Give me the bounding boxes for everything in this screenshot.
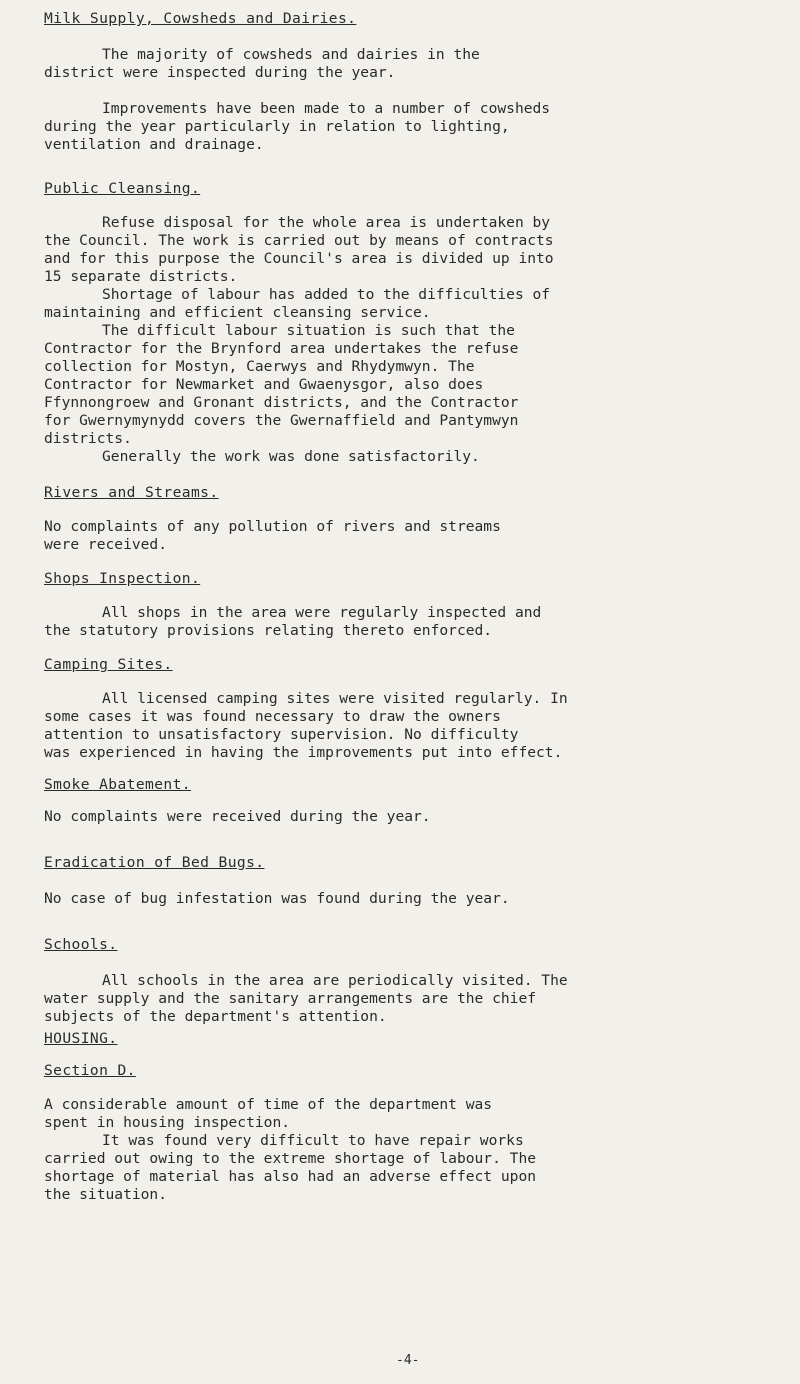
text-line: the situation. — [44, 1186, 168, 1203]
heading-rivers-streams: Rivers and Streams. — [44, 484, 219, 501]
text-line: Contractor for the Brynford area undertakes the refuse — [44, 340, 519, 357]
text-line: All schools in the area are periodically visited. The — [102, 972, 568, 989]
text-line: It was found very difficult to have repair works — [102, 1132, 524, 1149]
paragraph-public-cleansing — [44, 214, 774, 466]
heading-schools: Schools. — [44, 936, 118, 953]
text-line: water supply and the sanitary arrangements are the chief — [44, 990, 537, 1007]
text-line: collection for Mostyn, Caerwys and Rhydymwyn. The — [44, 358, 475, 375]
text-line: district were inspected during the year. — [44, 64, 396, 81]
text-line: Refuse disposal for the whole area is undertaken by — [102, 214, 551, 231]
text-line: No complaints were received during the year. — [44, 808, 431, 825]
paragraph-bed-bugs — [44, 890, 774, 908]
text-line: Shortage of labour has added to the difficulties of — [102, 286, 551, 303]
text-line: the Council. The work is carried out by means of contracts — [44, 232, 554, 249]
text-line: The majority of cowsheds and dairies in the — [102, 46, 480, 63]
paragraph-milk-1 — [44, 46, 774, 82]
paragraph-housing — [44, 1096, 774, 1204]
text-line: Generally the work was done satisfactorily. — [102, 448, 480, 465]
paragraph-shops-inspection — [44, 604, 774, 640]
text-line: maintaining and efficient cleansing service. — [44, 304, 431, 321]
text-line: some cases it was found necessary to draw the owners — [44, 708, 501, 725]
text-line: carried out owing to the extreme shortage of labour. The — [44, 1150, 537, 1167]
text-line: No case of bug infestation was found during the year. — [44, 890, 510, 907]
text-line: subjects of the department's attention. — [44, 1008, 387, 1025]
text-line: was experienced in having the improvements put into effect. — [44, 744, 563, 761]
text-line: The difficult labour situation is such that the — [102, 322, 515, 339]
subheading-section-d: Section D. — [44, 1062, 136, 1079]
text-line: districts. — [44, 430, 132, 447]
text-line: the statutory provisions relating thereto enforced. — [44, 622, 493, 639]
text-line: ventilation and drainage. — [44, 136, 264, 153]
text-line: Ffynnongroew and Gronant districts, and the Contractor — [44, 394, 519, 411]
text-line: A considerable amount of time of the department was — [44, 1096, 493, 1113]
text-line: spent in housing inspection. — [44, 1114, 291, 1131]
paragraph-camping-sites — [44, 690, 774, 762]
paragraph-rivers-streams — [44, 518, 774, 554]
text-line: were received. — [44, 536, 168, 553]
text-line: for Gwernymynydd covers the Gwernaffield and Pantymwyn — [44, 412, 519, 429]
text-line: No complaints of any pollution of rivers and streams — [44, 518, 501, 535]
text-line: All licensed camping sites were visited regularly. In — [102, 690, 568, 707]
text-line: attention to unsatisfactory supervision. No difficulty — [44, 726, 519, 743]
paragraph-milk-2 — [44, 100, 774, 154]
heading-public-cleansing: Public Cleansing. — [44, 180, 201, 197]
heading-housing: HOUSING. — [44, 1030, 118, 1047]
text-line: All shops in the area were regularly inspected and — [102, 604, 542, 621]
heading-camping-sites: Camping Sites. — [44, 656, 173, 673]
text-line: and for this purpose the Council's area is divided up into — [44, 250, 554, 267]
text-line: 15 separate districts. — [44, 268, 238, 285]
text-line: Contractor for Newmarket and Gwaenysgor, also does — [44, 376, 484, 393]
text-line: during the year particularly in relation to lighting, — [44, 118, 510, 135]
heading-milk-supply: Milk Supply, Cowsheds and Dairies. — [44, 10, 357, 27]
paragraph-smoke-abatement — [44, 808, 774, 826]
text-line: shortage of material has also had an adverse effect upon — [44, 1168, 537, 1185]
heading-smoke-abatement: Smoke Abatement. — [44, 776, 191, 793]
text-line: Improvements have been made to a number of cowsheds — [102, 100, 551, 117]
page-number: -4- — [396, 1353, 420, 1368]
heading-shops-inspection: Shops Inspection. — [44, 570, 201, 587]
paragraph-schools — [44, 972, 774, 1026]
heading-bed-bugs: Eradication of Bed Bugs. — [44, 854, 265, 871]
